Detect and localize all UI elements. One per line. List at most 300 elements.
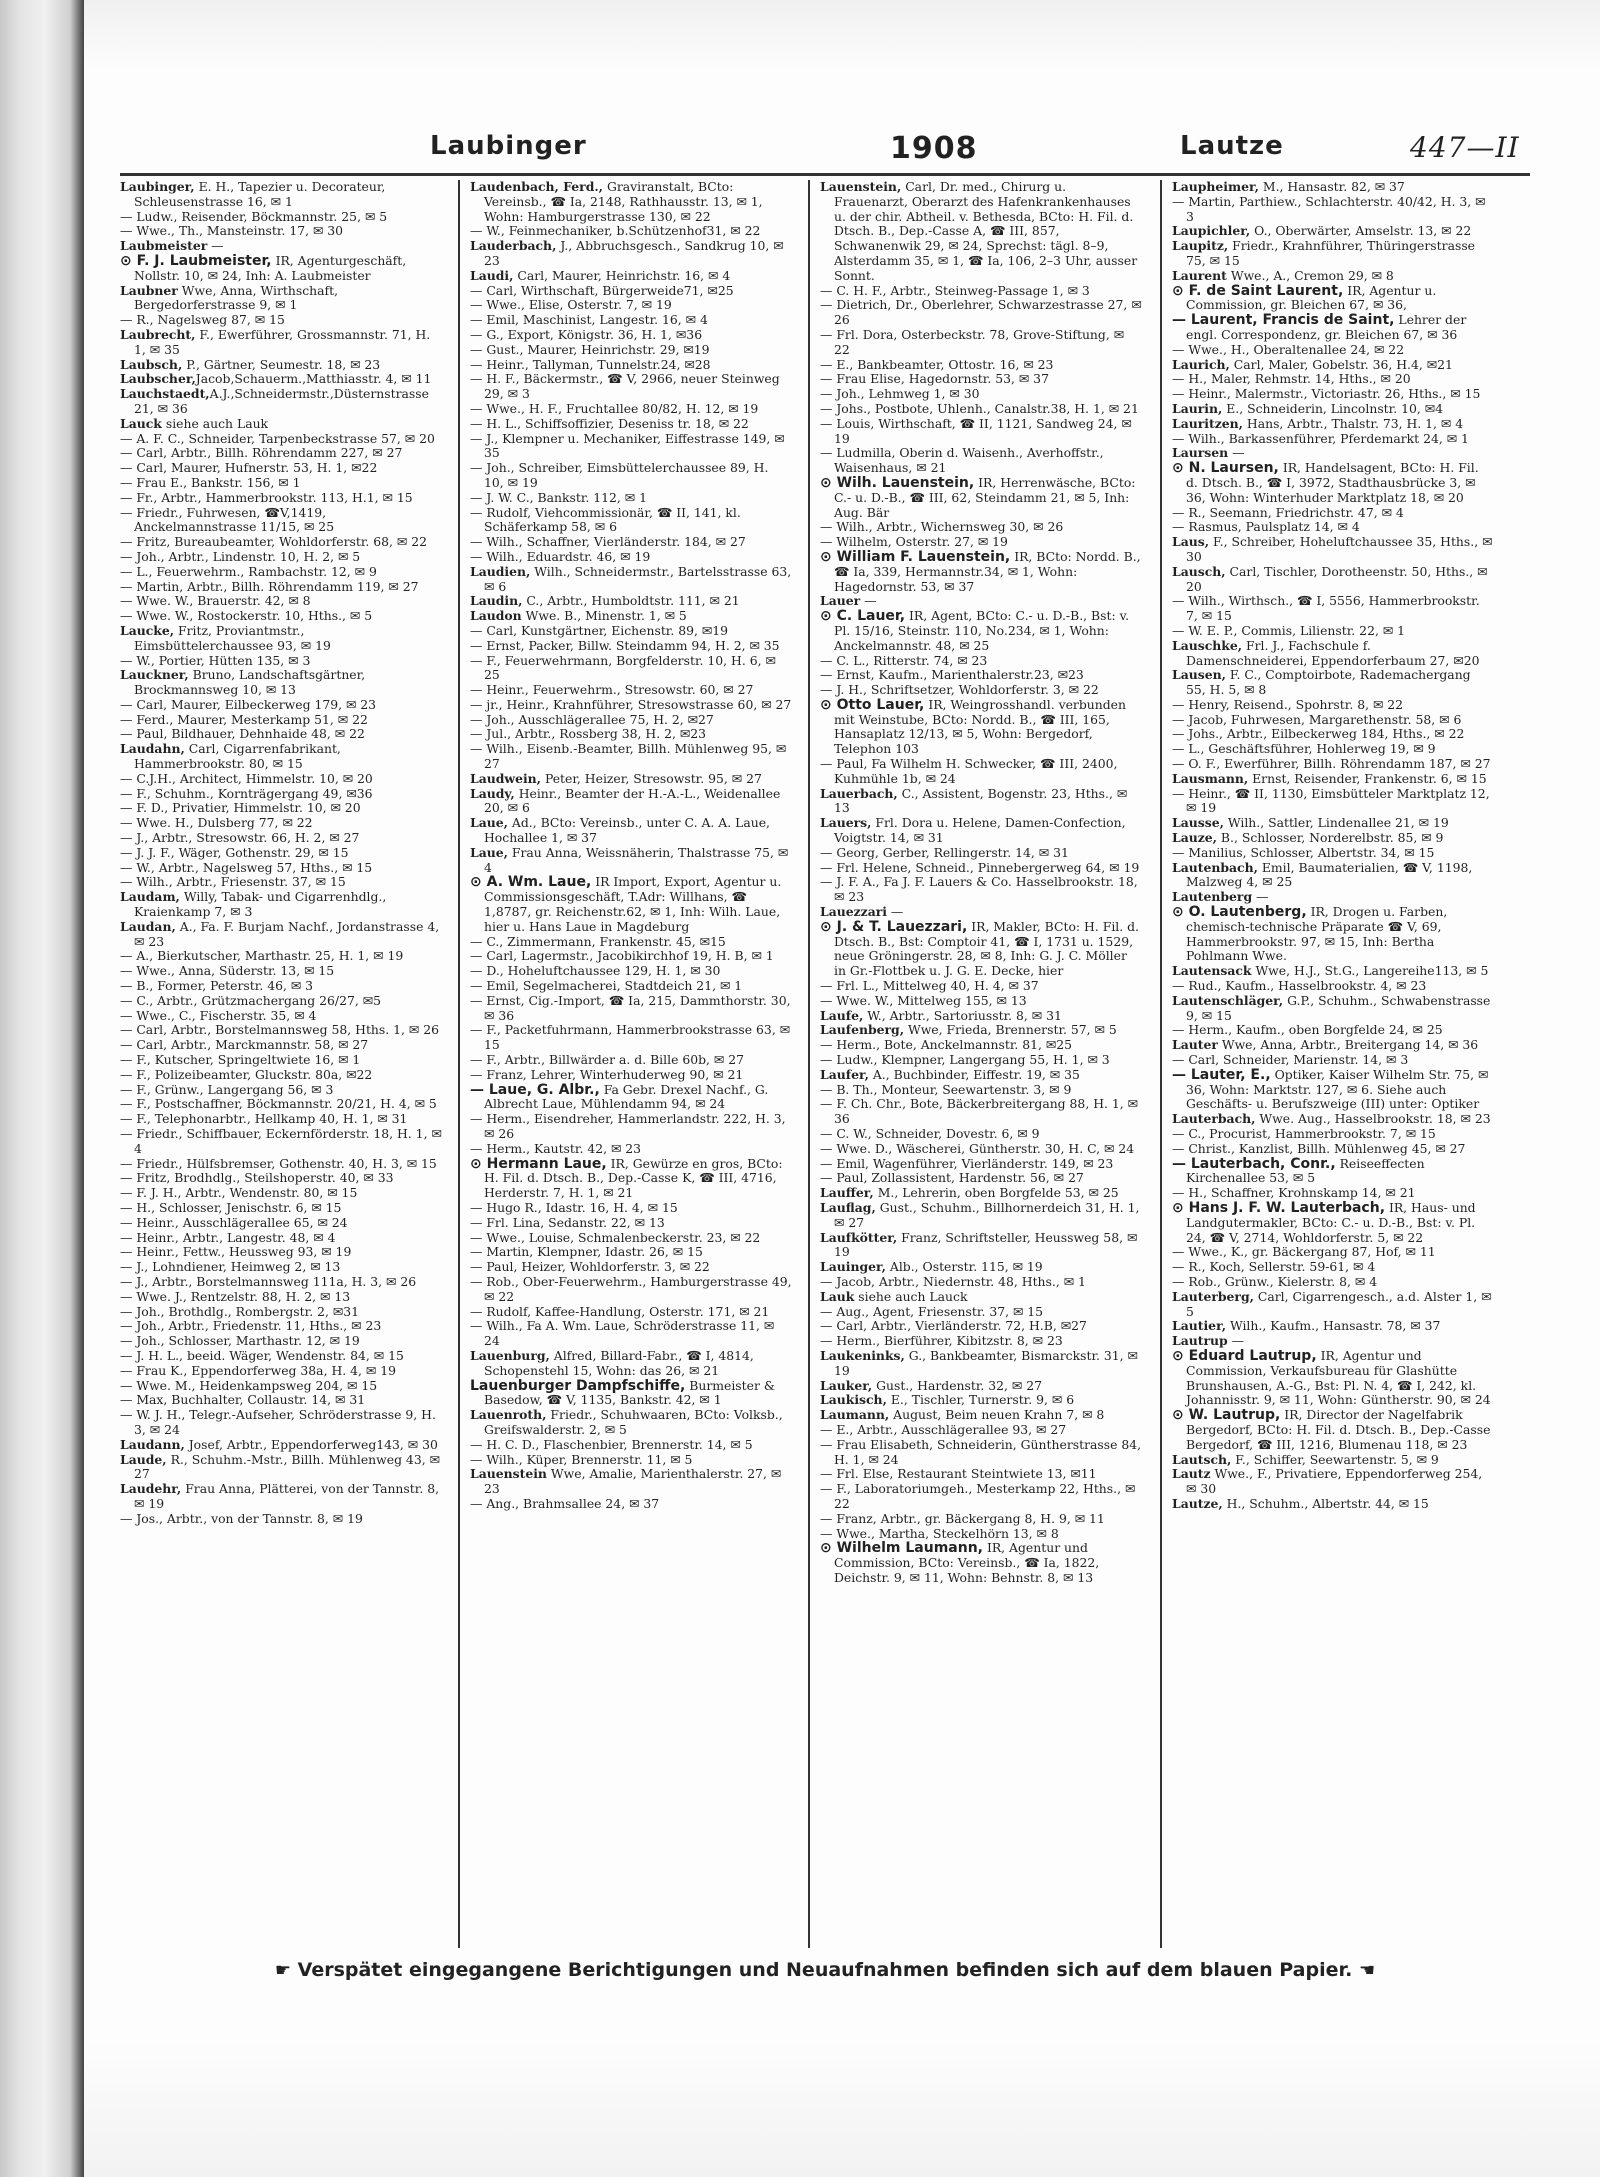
firm-name: ⊙ Hermann Laue,: [470, 1155, 607, 1172]
directory-entry: [820, 1541, 1142, 1585]
entry-details: IR, Director der Nagelfabrik Bergedorf, BCto: H. Fil. d. Dtsch. B., Dep.-Casse Bergedorf, ☎ III, 1216, Blumenau 118, ✉ 23: [1186, 1407, 1491, 1452]
entry-details: — Emil, Segelmacherei, Stadtdeich 21, ✉ 1: [470, 978, 743, 994]
firm-name: ⊙ Wilh. Lauenstein,: [820, 474, 975, 491]
entry-details: siehe auch Lauk: [161, 415, 269, 431]
entry-details: — J. H. L., beeid. Wäger, Wendenstr. 84, ✉ 15: [120, 1347, 404, 1363]
entry-surname: Laubmeister: [120, 238, 208, 254]
entry-details: —: [1252, 889, 1269, 905]
directory-entry: [120, 1319, 442, 1334]
entry-details: Frl. J., Fachschule f. Damenschneiderei, Eppendorferbaum 27, ✉20: [1186, 637, 1480, 668]
firm-name: ⊙ Eduard Lautrup,: [1172, 1347, 1317, 1364]
entry-details: — Martin, Parthiew., Schlachterstr. 40/42, H. 3, ✉ 3: [1172, 193, 1486, 224]
directory-entry: [470, 535, 792, 550]
entry-details: — B. Th., Monteur, Seewartenstr. 3, ✉ 9: [820, 1081, 1072, 1097]
directory-entry: [820, 1275, 1142, 1290]
entry-details: J., Abbruchsgesch., Sandkrug 10, ✉ 23: [484, 238, 784, 268]
entry-details: IR Import, Export, Agentur u. Commissionsgeschäft, T.Adr: Willhans, ☎ 1,8787, gr. Reichenstr.62, ✉ 1, Inh: Wilh. Laue, hier u. Hans Laue in Magdeburg: [484, 874, 782, 934]
entry-details: Carl, Dr. med., Chirurg u. Frauenarzt, Oberarzt des Hafenkrankenhauses u. der chir. Abtheil. v. Bethesda, BCto: H. Fil. d. Dtsch. B., Dep.-Casse A, ☎ III, 857, Schwanenwik 29, ✉ 24, Sprechst: tägl. 8–9, Alsterdamm 35, ✉ 1, ☎ Ia, 106, 2–3 Uhr, ausser Sonnt.: [834, 180, 1138, 283]
entry-details: — A. F. C., Schneider, Tarpenbeckstrasse 57, ✉ 20: [120, 430, 435, 446]
directory-entry: [820, 1097, 1142, 1127]
entry-details: — Herm., Bierführer, Kibitzstr. 8, ✉ 23: [820, 1333, 1063, 1349]
entry-surname: Lautenberg: [1172, 889, 1253, 905]
entry-surname: Laudien,: [470, 563, 531, 579]
entry-surname: Lautenschläger,: [1172, 992, 1284, 1008]
directory-entry: [470, 949, 792, 964]
directory-entry: [470, 506, 792, 536]
entry-details: — Ludw., Reisender, Böckmannstr. 25, ✉ 5: [120, 208, 388, 224]
entry-details: — Joh., Schlosser, Marthastr. 12, ✉ 19: [120, 1333, 360, 1349]
entry-details: IR, Agenturgeschäft, Nollstr. 10, ✉ 24, Inh: A. Laubmeister: [134, 252, 407, 283]
entry-details: — G., Export, Königstr. 36, H. 1, ✉36: [470, 326, 703, 342]
entry-details: Willy, Tabak- und Cigarrenhdlg., Kraienkamp 7, ✉ 3: [134, 889, 387, 920]
entry-details: Carl, Maler, Gobelstr. 36, H.4, ✉21: [1229, 356, 1453, 372]
entry-details: — Johs., Postbote, Uhlenh., Canalstr.38, H. 1, ✉ 21: [820, 400, 1139, 416]
directory-entry: [820, 979, 1142, 994]
entry-details: Optiker, Kaiser Wilhelm Str. 75, ✉ 36, Wohn: Marktstr. 127, ✉ 6. Siehe auch Geschäfts- u. Berufszweige (III) unter: Optiker: [1186, 1066, 1489, 1112]
entry-details: W., Arbtr., Sartoriusstr. 8, ✉ 31: [863, 1007, 1062, 1023]
directory-entry: [1172, 1068, 1494, 1112]
entry-details: — L., Feuerwehrm., Rambachstr. 12, ✉ 9: [120, 563, 377, 579]
entry-surname: Lauterbach,: [1172, 1111, 1256, 1127]
entry-details: August, Beim neuen Krahn 7, ✉ 8: [889, 1407, 1105, 1423]
directory-entry: [820, 1482, 1142, 1512]
entry-details: — E., Bankbeamter, Ottostr. 16, ✉ 23: [820, 356, 1054, 372]
directory-entry: [470, 491, 792, 506]
entry-details: Friedr., Krahnführer, Thüringerstrasse 75, ✉ 15: [1186, 238, 1476, 268]
directory-entry: [470, 935, 792, 950]
entry-details: — Herm., Bote, Anckelmannstr. 81, ✉25: [820, 1037, 1073, 1053]
entry-surname: Lauer: [820, 593, 861, 609]
directory-entry: [470, 328, 792, 343]
entry-details: —: [886, 904, 904, 920]
pointing-hand-icon: ☚: [1358, 1960, 1376, 1981]
entry-details: — F., Kutscher, Springeltwiete 16, ✉ 1: [120, 1052, 361, 1068]
entry-details: — Heinr., Feuerwehrm., Stresowstr. 60, ✉ 27: [470, 682, 754, 698]
entry-details: IR, Makler, BCto: H. Fil. d. Dtsch. B., Bst: Comptoir 41, ☎ I, 1731 u. 1529, neue Gröningerstr. 28, ✉ 8, Inh: G. J. C. Möller in Gr.-Flottbek u. J. G. E. Decke, hier: [834, 918, 1139, 979]
directory-entry: [1172, 432, 1494, 447]
directory-entry: [820, 550, 1142, 594]
entry-details: — W., Feinmechaniker, b.Schützenhof31, ✉ 22: [470, 223, 761, 239]
header-first-name: Laubinger: [430, 131, 587, 161]
directory-entry: [470, 639, 792, 654]
entry-details: — C. H. F., Arbtr., Steinweg-Passage 1, ✉ 3: [820, 282, 1090, 298]
entry-details: IR, Handelsagent, BCto: H. Fil. d. Dtsch. B., ☎ I, 3972, Stadthausbrücke 3, ✉ 36, Wohn: Winterhuder Marktplatz 18, ✉ 20: [1186, 460, 1479, 505]
directory-entry: [120, 846, 442, 861]
entry-details: — Frl. L., Mittelweg 40, H. 4, ✉ 37: [820, 978, 1039, 994]
directory-entry: [1172, 1275, 1494, 1290]
directory-entry: [120, 550, 442, 565]
directory-entry: [1172, 905, 1494, 964]
entry-details: — Wilh., Fa A. Wm. Laue, Schröderstrasse 11, ✉ 24: [470, 1318, 775, 1349]
entry-details: —: [1228, 445, 1245, 461]
entry-details: B., Schlosser, Norderelbstr. 85, ✉ 9: [1216, 830, 1444, 846]
entry-details: — F. Ch. Chr., Bote, Bäckerbreitergang 88, H. 1, ✉ 36: [820, 1096, 1139, 1127]
page-number: 447—II: [1410, 131, 1520, 164]
entry-details: — H., Schlosser, Jenischstr. 6, ✉ 15: [120, 1199, 342, 1215]
entry-details: — Carl, Arbtr., Vierländerstr. 72, H.B, ✉27: [820, 1318, 1087, 1334]
directory-entry: [120, 772, 442, 787]
entry-surname: Lauflag,: [820, 1199, 876, 1215]
entry-details: — Fr., Arbtr., Hammerbrookstr. 113, H.1, ✉ 15: [120, 489, 413, 505]
entry-surname: Laufe,: [820, 1007, 864, 1023]
entry-surname: Lausch,: [1172, 563, 1226, 579]
entry-surname: Lausse,: [1172, 815, 1224, 831]
entry-surname: Laurich,: [1172, 356, 1230, 372]
entry-details: — Wwe., H., Oberaltenallee 24, ✉ 22: [1172, 341, 1405, 357]
directory-entry: [120, 1364, 442, 1379]
directory-entry: [120, 224, 442, 239]
firm-name: ⊙ C. Lauer,: [820, 608, 906, 625]
directory-entry: [120, 328, 442, 358]
directory-entry: [470, 224, 792, 239]
entry-details: — L., Geschäftsführer, Hohlerweg 19, ✉ 9: [1172, 741, 1436, 757]
header-last-name: Lautze: [1180, 131, 1284, 161]
directory-entry: [470, 358, 792, 373]
directory-entry: [120, 1453, 442, 1483]
entry-details: — Ernst, Kaufm., Marienthalerstr.23, ✉23: [820, 667, 1084, 683]
directory-entry: [820, 787, 1142, 817]
directory-entry: [1172, 1260, 1494, 1275]
directory-entry: [820, 1231, 1142, 1261]
entry-details: R., Schuhm.-Mstr., Billh. Mühlenweg 43, ✉ 27: [134, 1451, 440, 1482]
entry-details: — Wilh., Schaffner, Vierländerstr. 184, ✉ 27: [470, 534, 746, 550]
directory-entry: [470, 994, 792, 1024]
directory-entry: [1172, 1290, 1494, 1320]
binding-shadow: [0, 0, 84, 2177]
entry-details: — Wilh., Wirthsch., ☎ I, 5556, Hammerbrookstr. 7, ✉ 15: [1172, 593, 1480, 624]
entry-details: — H. C. D., Flaschenbier, Brennerstr. 14, ✉ 5: [470, 1436, 753, 1452]
entry-details: — Frau Elisabeth, Schneiderin, Güntherstrasse 84, H. 1, ✉ 24: [820, 1436, 1142, 1467]
entry-surname: Laudin,: [470, 593, 523, 609]
entry-details: — Rudolf, Viehcommissionär, ☎ II, 141, kl. Schäferkamp 58, ✉ 6: [470, 504, 741, 535]
entry-surname: Laupitz,: [1172, 238, 1229, 254]
entry-details: Wwe. Aug., Hasselbrookstr. 18, ✉ 23: [1255, 1111, 1491, 1127]
directory-entry: [1172, 1127, 1494, 1142]
entry-surname: Lausen,: [1172, 667, 1226, 683]
directory-entry: [1172, 461, 1494, 505]
entry-details: — Rob., Ober-Feuerwehrm., Hamburgerstrasse 49, ✉ 22: [470, 1273, 792, 1304]
entry-details: — J., Arbtr., Borstelmannsweg 111a, H. 3, ✉ 26: [120, 1273, 417, 1289]
directory-entry: [1172, 594, 1494, 624]
directory-entry: [470, 683, 792, 698]
firm-name: ⊙ Wilhelm Laumann,: [820, 1540, 983, 1557]
directory-entry: [470, 594, 792, 609]
entry-details: P., Gärtner, Seumestr. 18, ✉ 23: [182, 356, 381, 372]
directory-entry: [120, 1275, 442, 1290]
directory-entry: [120, 787, 442, 802]
entry-details: — Ludw., Klempner, Langergang 55, H. 1, ✉ 3: [820, 1052, 1110, 1068]
directory-entry: [470, 624, 792, 639]
directory-entry: [1172, 372, 1494, 387]
entry-details: — Carl, Arbtr., Borstelmannsweg 58, Hths. 1, ✉ 26: [120, 1022, 439, 1038]
directory-entry: [470, 1068, 792, 1083]
entry-details: — J. J. F., Wäger, Gothenstr. 29, ✉ 15: [120, 844, 349, 860]
firm-name: ⊙ J. & T. Lauezzari,: [820, 918, 968, 935]
directory-entry: [1172, 343, 1494, 358]
entry-details: Wwe, Anna, Wirthschaft, Bergedorferstrasse 9, ✉ 1: [134, 282, 339, 313]
directory-entry: [820, 476, 1142, 520]
entry-surname: Laudwein,: [470, 770, 541, 786]
directory-entry: [470, 816, 792, 846]
entry-details: — F., Telephonarbtr., Hellkamp 40, H. 1, ✉ 31: [120, 1111, 408, 1127]
directory-entry: [820, 535, 1142, 550]
entry-details: Heinr., Beamter der H.-A.-L., Weidenallee 20, ✉ 6: [484, 785, 781, 816]
entry-details: — C. W., Schneider, Dovestr. 6, ✉ 9: [820, 1126, 1040, 1141]
directory-entry: [120, 1334, 442, 1349]
directory-entry: [820, 698, 1142, 757]
directory-entry: [120, 698, 442, 713]
directory-entry: [120, 949, 442, 964]
entry-surname: Lauezzari: [820, 904, 887, 920]
entry-details: — E., Arbtr., Ausschlägerallee 93, ✉ 27: [820, 1421, 1067, 1437]
directory-entry: [120, 461, 442, 476]
directory-entry: [1172, 1467, 1494, 1497]
directory-entry: [820, 1408, 1142, 1423]
entry-details: A.J.,Schneidermstr.,Düsternstrasse 21, ✉ 36: [134, 386, 429, 416]
directory-entry: [470, 1497, 792, 1512]
directory-entry: [1172, 624, 1494, 639]
entry-details: — W., Portier, Hütten 135, ✉ 3: [120, 652, 311, 668]
entry-details: IR, Agent, BCto: C.- u. D.-B., Bst: v. Pl. 15/16, Steinstr. 110, No.234, ✉ 1, Wohn: Anckelmannstr. 48, ✉ 25: [834, 608, 1130, 653]
entry-details: — Aug., Agent, Friesenstr. 37, ✉ 15: [820, 1303, 1044, 1319]
directory-entry: [820, 875, 1142, 905]
entry-details: A., Fa. F. Burjam Nachf., Jordanstrasse 4, ✉ 23: [134, 918, 440, 949]
directory-entry: [470, 609, 792, 624]
entry-details: M., Hansastr. 82, ✉ 37: [1258, 180, 1405, 194]
directory-entry: [120, 417, 442, 432]
entry-details: — H. L., Schiffsoffizier, Deseniss tr. 18, ✉ 22: [470, 415, 749, 431]
directory-entry: [1172, 269, 1494, 284]
directory-entry: [470, 1157, 792, 1201]
entry-surname: Laukeninks,: [820, 1347, 905, 1363]
firm-name: — Laurent, Francis de Saint,: [1172, 312, 1395, 329]
directory-entry: [120, 1097, 442, 1112]
entry-details: Ernst, Reisender, Frankenstr. 6, ✉ 15: [1248, 770, 1487, 786]
directory-entry: [820, 1319, 1142, 1334]
directory-entry: [470, 298, 792, 313]
directory-entry: [470, 1245, 792, 1260]
entry-surname: Lautz: [1172, 1466, 1211, 1482]
entry-details: — Christ., Kanzlist, Billh. Mühlenweg 45, ✉ 27: [1172, 1140, 1466, 1156]
entry-details: — Frau Elise, Hagedornstr. 53, ✉ 37: [820, 371, 1049, 387]
entry-details: — W., Arbtr., Nagelsweg 57, Hths., ✉ 15: [120, 859, 373, 875]
directory-entry: [1172, 417, 1494, 432]
entry-surname: Laubsch,: [120, 356, 183, 372]
entry-details: — Ernst, Packer, Billw. Steindamm 94, H. 2, ✉ 35: [470, 637, 780, 653]
entry-surname: Lauchstaedt,: [120, 386, 210, 402]
entry-details: — Jacob, Fuhrwesen, Margarethenstr. 58, ✉ 6: [1172, 711, 1462, 727]
directory-entry: [820, 417, 1142, 447]
entry-details: — D., Hoheluftchaussee 129, H. 1, ✉ 30: [470, 963, 721, 979]
directory-entry: [1172, 446, 1494, 461]
entry-details: Wilh., Kaufm., Hansastr. 78, ✉ 37: [1226, 1318, 1441, 1334]
entry-details: Franz, Schriftsteller, Heussweg 58, ✉ 19: [834, 1229, 1138, 1260]
entry-surname: Laufkötter,: [820, 1229, 898, 1245]
directory-page: [120, 88, 1530, 1988]
directory-entry: [470, 1305, 792, 1320]
directory-entry: [120, 1186, 442, 1201]
directory-entry: [820, 1334, 1142, 1349]
entry-details: — Wwe. H., Dulsberg 77, ✉ 22: [120, 815, 313, 831]
directory-entry: [470, 402, 792, 417]
directory-entry: [470, 461, 792, 491]
column-divider: [808, 180, 810, 1948]
directory-entry: [1172, 698, 1494, 713]
entry-details: IR, Agentur und Commission, BCto: Vereinsb., ☎ Ia, 1822, Deichstr. 9, ✉ 11, Wohn: Behnstr. 8, ✉ 13: [834, 1540, 1100, 1585]
directory-entry: [470, 742, 792, 772]
directory-entry: [120, 1009, 442, 1024]
directory-entry: [470, 239, 792, 269]
directory-entry: [1172, 1142, 1494, 1157]
directory-entry: [470, 1349, 792, 1379]
entry-details: — Carl, Arbtr., Billh. Röhrendamm 227, ✉ 27: [120, 445, 403, 461]
entry-details: — Wilh., Küper, Brennerstr. 11, ✉ 5: [470, 1451, 693, 1467]
entry-details: — Wwe. W., Rostockerstr. 10, Hths., ✉ 5: [120, 608, 373, 624]
column-1: [120, 180, 442, 1948]
entry-details: — F., Grünw., Langergang 56, ✉ 3: [120, 1081, 334, 1097]
entry-details: Frau Anna, Weissnäherin, Thalstrasse 75, ✉ 4: [484, 844, 789, 875]
directory-entry: [1172, 668, 1494, 698]
directory-entry: [120, 1438, 442, 1453]
entry-surname: Lauerbach,: [820, 785, 898, 801]
directory-entry: [120, 831, 442, 846]
directory-entry: [820, 1305, 1142, 1320]
entry-details: — Wwe. D., Wäscherei, Güntherstr. 30, H. C, ✉ 24: [820, 1140, 1135, 1156]
directory-entry: [120, 1349, 442, 1364]
entry-details: —: [207, 238, 224, 254]
entry-details: —: [1227, 1333, 1245, 1349]
entry-surname: Lausmann,: [1172, 770, 1249, 786]
entry-surname: Lauk: [820, 1288, 855, 1304]
entry-details: — F., Postschaffner, Böckmannstr. 20/21, H. 4, ✉ 5: [120, 1096, 437, 1112]
directory-entry: [120, 1408, 442, 1438]
footer-text: Verspätet eingegangene Berichtigungen und Neuaufnahmen befinden sich auf dem blauen Papier.: [297, 1959, 1353, 1981]
entry-surname: Lautsch,: [1172, 1451, 1232, 1467]
directory-entry: [120, 180, 442, 210]
directory-entry: [470, 1216, 792, 1231]
entry-details: — Frl. Else, Restaurant Steintwiete 13, ✉11: [820, 1466, 1097, 1482]
entry-details: — J., Klempner u. Mechaniker, Eiffestrasse 149, ✉ 35: [470, 430, 785, 461]
entry-details: — Frl. Dora, Osterbeckstr. 78, Grove-Stiftung, ✉ 22: [820, 326, 1125, 357]
entry-details: — Louis, Wirthschaft, ☎ II, 1121, Sandweg 24, ✉ 19: [820, 415, 1132, 446]
directory-entry: [120, 387, 442, 417]
directory-entry: [120, 1512, 442, 1527]
entry-details: Frl. Dora u. Helene, Damen-Confection, Voigtstr. 14, ✉ 31: [834, 815, 1126, 846]
directory-entry: [120, 1053, 442, 1068]
entry-details: — Frl. Lina, Sedanstr. 22, ✉ 13: [470, 1214, 665, 1230]
directory-entry: [470, 1453, 792, 1468]
entry-details: Lehrer der engl. Correspondenz, gr. Bleichen 67, ✉ 36: [1186, 312, 1467, 342]
directory-entry: [820, 816, 1142, 846]
directory-entry: [820, 994, 1142, 1009]
entry-details: G.P., Schuhm., Schwabenstrasse 9, ✉ 15: [1186, 992, 1491, 1023]
entry-details: — C., Arbtr., Grützmachergang 26/27, ✉5: [120, 992, 381, 1008]
entry-details: — R., Koch, Sellerstr. 59-61, ✉ 4: [1172, 1259, 1376, 1275]
column-4: [1172, 180, 1494, 1948]
directory-entry: [470, 1408, 792, 1438]
entry-details: — Frau K., Eppendorferweg 38a, H. 4, ✉ 19: [120, 1362, 396, 1378]
directory-entry: [1172, 506, 1494, 521]
directory-entry: [1172, 1319, 1494, 1334]
entry-details: Bruno, Landschaftsgärtner, Brockmannsweg 10, ✉ 13: [134, 667, 366, 698]
directory-entry: [120, 609, 442, 624]
directory-entry: [120, 964, 442, 979]
directory-entry: [820, 180, 1142, 284]
entry-surname: Laudan,: [120, 918, 176, 934]
directory-entry: [470, 565, 792, 595]
entry-details: — Wilh., Eduardstr. 46, ✉ 19: [470, 548, 651, 564]
entry-details: F., Schiffer, Seewartenstr. 5, ✉ 9: [1231, 1451, 1439, 1467]
firm-name: — Laue, G. Albr.,: [470, 1081, 600, 1098]
entry-surname: Laudi,: [470, 267, 514, 283]
directory-entry: [820, 1038, 1142, 1053]
directory-entry: [820, 609, 1142, 653]
entry-details: — Heinr., Ausschlägerallee 65, ✉ 24: [120, 1214, 348, 1230]
directory-entry: [120, 372, 442, 387]
entry-details: — Wwe., Anna, Süderstr. 13, ✉ 15: [120, 963, 335, 979]
directory-entry: [120, 1201, 442, 1216]
directory-entry: [120, 668, 442, 698]
directory-entry: [120, 1482, 442, 1512]
directory-entry: [120, 565, 442, 580]
directory-entry: [120, 446, 442, 461]
directory-entry: [120, 313, 442, 328]
entry-surname: Lauze,: [1172, 830, 1217, 846]
directory-entry: [1172, 224, 1494, 239]
entry-surname: Laufer,: [820, 1066, 869, 1082]
entry-details: E., Schneiderin, Lincolnstr. 10, ✉4: [1222, 400, 1444, 416]
entry-details: — Henry, Reisend., Spohrstr. 8, ✉ 22: [1172, 696, 1404, 712]
entry-details: F. C., Comptoirbote, Rademachergang 55, H. 5, ✉ 8: [1186, 667, 1471, 698]
directory-entry: [1172, 1186, 1494, 1201]
entry-details: Wwe., A., Cremon 29, ✉ 8: [1226, 267, 1394, 283]
directory-entry: [470, 1083, 792, 1113]
directory-entry: [1172, 284, 1494, 314]
directory-entry: [120, 476, 442, 491]
directory-entry: [120, 506, 442, 536]
entry-details: — Wilh., Arbtr., Friesenstr. 37, ✉ 15: [120, 874, 346, 890]
header-year: 1908: [890, 131, 978, 166]
entry-details: Wwe, Amalie, Marienthalerstr. 27, ✉ 23: [484, 1466, 782, 1497]
entry-details: — Max, Buchhalter, Collaustr. 14, ✉ 31: [120, 1392, 366, 1408]
entry-surname: Laudam,: [120, 889, 180, 905]
entry-details: Carl, Maurer, Heinrichstr. 16, ✉ 4: [513, 267, 731, 283]
firm-name: ⊙ N. Laursen,: [1172, 460, 1279, 477]
entry-details: — Carl, Arbtr., Marckmannstr. 58, ✉ 27: [120, 1037, 369, 1053]
directory-entry: [1172, 772, 1494, 787]
entry-details: — Wilhelm, Osterstr. 27, ✉ 19: [820, 534, 1008, 550]
entry-details: Emil, Baumaterialien, ☎ V, 1198, Malzweg 4, ✉ 25: [1186, 859, 1473, 890]
entry-details: — Rob., Grünw., Kielerstr. 8, ✉ 4: [1172, 1273, 1378, 1289]
directory-entry: [1172, 787, 1494, 817]
directory-entry: [1172, 239, 1494, 269]
entry-details: — Heinr., Malermstr., Victoriastr. 26, Hths., ✉ 15: [1172, 386, 1481, 402]
entry-details: Josef, Arbtr., Eppendorferweg143, ✉ 30: [184, 1436, 438, 1452]
entry-surname: Lauck: [120, 415, 162, 431]
directory-entry: [120, 1127, 442, 1157]
directory-entry: [820, 1349, 1142, 1379]
entry-details: — Wwe. W., Brauerstr. 42, ✉ 8: [120, 593, 311, 609]
directory-entry: [470, 284, 792, 299]
entry-details: — Joh., Ausschlägerallee 75, H. 2, ✉27: [470, 711, 714, 727]
entry-details: — Wwe. M., Heidenkampsweg 204, ✉ 15: [120, 1377, 378, 1393]
entry-details: — J. F. A., Fa J. F. Lauers & Co. Hasselbrookstr. 18, ✉ 23: [820, 874, 1138, 905]
entry-details: — Rudolf, Kaffee-Handlung, Osterstr. 171, ✉ 21: [470, 1303, 770, 1319]
entry-details: M., Lehrerin, oben Borgfelde 53, ✉ 25: [873, 1185, 1119, 1201]
entry-surname: Lautier,: [1172, 1318, 1227, 1334]
directory-entry: [120, 816, 442, 831]
entry-details: — H., Schaffner, Krohnskamp 14, ✉ 21: [1172, 1185, 1416, 1201]
